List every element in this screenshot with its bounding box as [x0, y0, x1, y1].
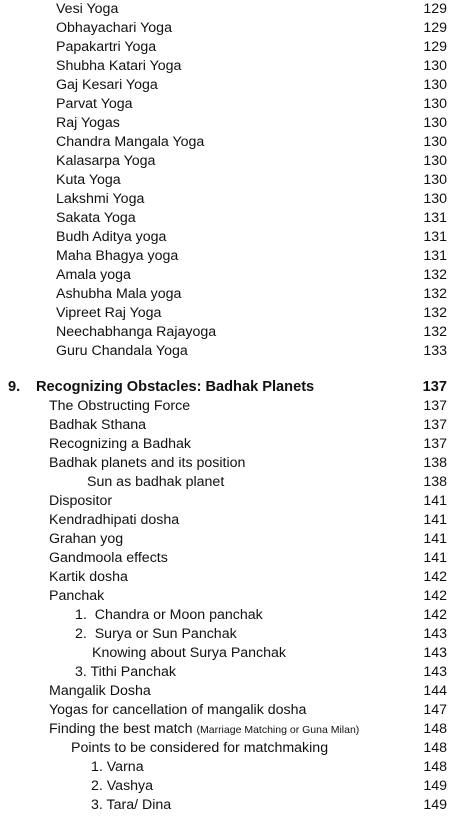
entry-page: 130	[423, 134, 447, 150]
entry-page: 138	[423, 474, 447, 490]
entry-title: Papakartri Yoga	[56, 39, 157, 55]
entry-page: 143	[423, 645, 447, 661]
toc-entry	[0, 247, 460, 266]
entry-page: 131	[423, 210, 447, 226]
toc-entry	[0, 171, 460, 190]
entry-page: 133	[423, 343, 447, 359]
entry-title: Chandra Mangala Yoga	[56, 134, 205, 150]
chapter-title: Recognizing Obstacles: Badhak Planets	[36, 379, 315, 395]
entry-page: 132	[423, 305, 447, 321]
entry-page: 129	[423, 1, 447, 17]
entry-page: 142	[423, 569, 447, 585]
entry-title: Amala yoga	[56, 267, 131, 283]
entry-title: Kendradhipati dosha	[49, 512, 180, 528]
toc-entry	[0, 76, 460, 95]
entry-page: 130	[423, 96, 447, 112]
entry-title: 1. Varna	[91, 759, 144, 775]
entry-title: Recognizing a Badhak	[49, 436, 191, 452]
entry-title: Yogas for cancellation of mangalik dosha	[49, 702, 307, 718]
entry-page: 141	[423, 550, 447, 566]
toc-entry	[0, 720, 460, 739]
entry-page: 132	[423, 267, 447, 283]
entry-title	[49, 720, 359, 740]
toc-entry	[0, 342, 460, 361]
toc-entry	[0, 190, 460, 209]
entry-title: Kuta Yoga	[56, 172, 121, 188]
entry-title: Badhak Sthana	[49, 417, 147, 433]
entry-page: 148	[423, 721, 447, 737]
entry-page: 129	[423, 20, 447, 36]
entry-title: 3. Tithi Panchak	[75, 664, 176, 680]
entry-page: 137	[423, 436, 447, 452]
entry-subtitle: (Marriage Matching or Guna Milan)	[196, 724, 360, 736]
entry-title: 1. Chandra or Moon panchak	[75, 607, 263, 623]
entry-title: Ashubha Mala yoga	[56, 286, 182, 302]
entry-title: Neechabhanga Rajayoga	[56, 324, 217, 340]
entry-page: 144	[423, 683, 447, 699]
toc-entry	[0, 663, 460, 682]
entry-title: 2. Surya or Sun Panchak	[75, 626, 237, 642]
entry-page: 132	[423, 286, 447, 302]
toc-entry	[0, 568, 460, 587]
entry-title: Shubha Katari Yoga	[56, 58, 182, 74]
toc-entry	[0, 304, 460, 323]
toc-entry	[0, 454, 460, 473]
entry-page: 138	[423, 455, 447, 471]
entry-title: Knowing about Surya Panchak	[92, 645, 287, 661]
toc-entry	[0, 739, 460, 758]
entry-title: Dispositor	[49, 493, 113, 509]
entry-title: Kartik dosha	[49, 569, 128, 585]
toc-entry	[0, 435, 460, 454]
entry-title: Raj Yogas	[56, 115, 120, 131]
entry-page: 130	[423, 115, 447, 131]
entry-title: Mangalik Dosha	[49, 683, 151, 699]
toc-entry	[0, 644, 460, 663]
entry-page: 141	[423, 512, 447, 528]
toc-entry	[0, 701, 460, 720]
entry-page: 141	[423, 493, 447, 509]
entry-page: 130	[423, 58, 447, 74]
toc-entry	[0, 587, 460, 606]
entry-page: 130	[423, 172, 447, 188]
entry-page: 130	[423, 77, 447, 93]
toc-entry	[0, 625, 460, 644]
entry-title: Maha Bhagya yoga	[56, 248, 179, 264]
entry-page: 147	[423, 702, 447, 718]
entry-title: Lakshmi Yoga	[56, 191, 145, 207]
toc-entry	[0, 133, 460, 152]
entry-title: Sakata Yoga	[56, 210, 136, 226]
entry-page: 149	[423, 797, 447, 813]
entry-page: 131	[423, 248, 447, 264]
toc-entry	[0, 473, 460, 492]
entry-page: 143	[423, 664, 447, 680]
entry-page: 130	[423, 191, 447, 207]
toc-entry	[0, 285, 460, 304]
chapter-number: 9.	[8, 379, 21, 395]
toc-entry	[0, 758, 460, 777]
entry-title: Panchak	[49, 588, 105, 604]
entry-title: Vesi Yoga	[56, 1, 119, 17]
entry-title: Badhak planets and its position	[49, 455, 246, 471]
entry-title: Gaj Kesari Yoga	[56, 77, 158, 93]
chapter-heading	[0, 378, 460, 397]
toc-entry	[0, 777, 460, 796]
entry-title: Gandmoola effects	[49, 550, 168, 566]
toc-entry	[0, 682, 460, 701]
toc-entry	[0, 549, 460, 568]
toc-entry	[0, 511, 460, 530]
entry-page: 137	[423, 417, 447, 433]
toc-entry	[0, 492, 460, 511]
toc-entry	[0, 57, 460, 76]
entry-title: Parvat Yoga	[56, 96, 133, 112]
entry-title-main: Finding the best match	[49, 721, 193, 737]
entry-page: 129	[423, 39, 447, 55]
toc-entry	[0, 397, 460, 416]
entry-title: Sun as badhak planet	[87, 474, 225, 490]
toc-entry	[0, 114, 460, 133]
toc-entry	[0, 38, 460, 57]
entry-title: Kalasarpa Yoga	[56, 153, 156, 169]
entry-page: 131	[423, 229, 447, 245]
entry-page: 148	[423, 759, 447, 775]
entry-title: 2. Vashya	[91, 778, 154, 794]
entry-page: 143	[423, 626, 447, 642]
toc-entry	[0, 209, 460, 228]
entry-title: Vipreet Raj Yoga	[56, 305, 162, 321]
toc-entry	[0, 95, 460, 114]
entry-page: 148	[423, 740, 447, 756]
toc-entry	[0, 796, 460, 815]
toc-entry	[0, 152, 460, 171]
toc-entry	[0, 416, 460, 435]
entry-page: 130	[423, 153, 447, 169]
entry-title: Obhayachari Yoga	[56, 20, 172, 36]
entry-page: 137	[423, 398, 447, 414]
entry-title: The Obstructing Force	[49, 398, 191, 414]
entry-page: 132	[423, 324, 447, 340]
entry-page: 142	[423, 588, 447, 604]
entry-page: 142	[423, 607, 447, 623]
entry-page: 141	[423, 531, 447, 547]
entry-title: Budh Aditya yoga	[56, 229, 167, 245]
toc-entry	[0, 19, 460, 38]
toc-entry	[0, 323, 460, 342]
toc-entry	[0, 530, 460, 549]
toc-entry	[0, 228, 460, 247]
toc-entry	[0, 266, 460, 285]
chapter-page: 137	[422, 379, 447, 395]
entry-title: Points to be considered for matchmaking	[71, 740, 329, 756]
toc-entry	[0, 606, 460, 625]
toc-entry	[0, 0, 460, 19]
entry-title: 3. Tara/ Dina	[91, 797, 172, 813]
entry-title: Guru Chandala Yoga	[56, 343, 188, 359]
entry-page: 149	[423, 778, 447, 794]
entry-title: Grahan yog	[49, 531, 124, 547]
